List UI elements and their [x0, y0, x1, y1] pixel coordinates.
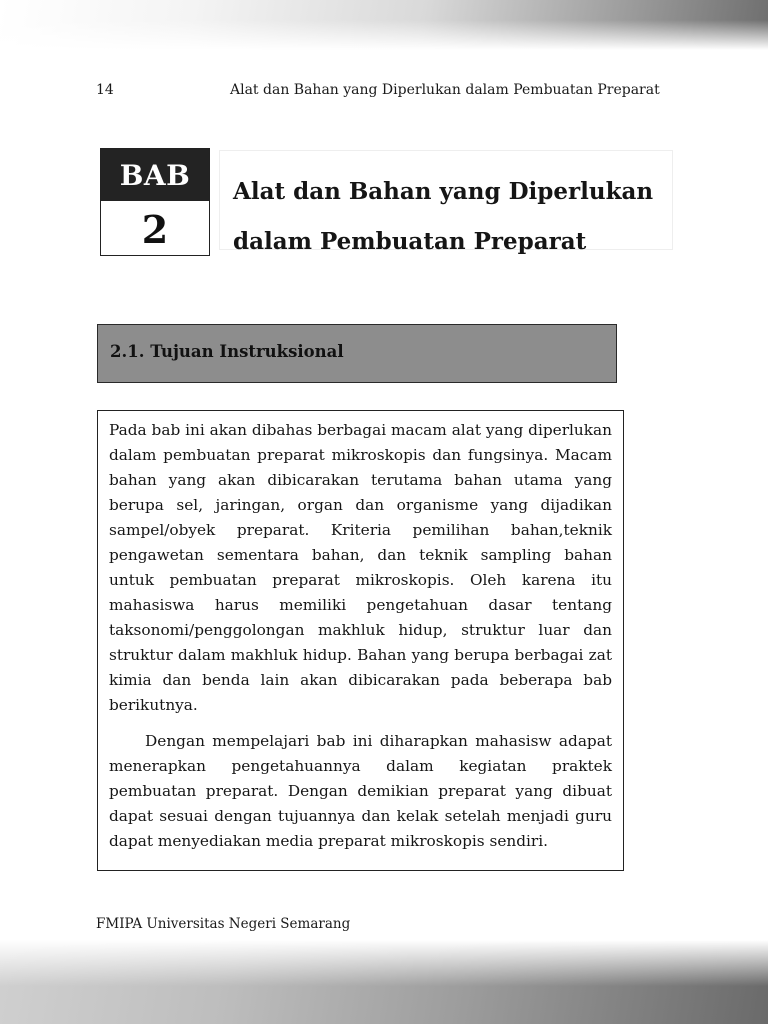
- chapter-title-line1: Alat dan Bahan yang Diperlukan: [233, 178, 654, 205]
- chapter-number: 2: [141, 207, 169, 252]
- page-number: 14: [96, 82, 114, 98]
- top-page-shading: [0, 0, 768, 50]
- chapter-title-box: [219, 150, 673, 255]
- body-paragraph-1: Pada bab ini akan dibahas berbagai macam alat yang diperlukan dalam pembuatan preparat mikroskopis dan fungsinya. Macam bahan yang akan dibicarakan terutama bahan utama yang berupa sel, jaringan, organ dan organisme yang dijadikan sampel/obyek preparat. Kriteria pemilihan bahan,teknik pengawetan sementara bahan, dan teknik sampling bahan untuk pembuatan preparat mikroskopis. Oleh karena itu mahasiswa harus memiliki pengetahuan dasar tentang taksonomi/penggolongan makhluk hidup, struktur luar dan struktur dalam makhluk hidup. Bahan yang berupa berbagai zat kimia dan benda lain akan dibicarakan pada beberapa bab berikutnya.: [109, 421, 612, 714]
- bottom-page-shading: [0, 940, 768, 1024]
- chapter-badge: [100, 148, 210, 256]
- body-paragraph-2: Dengan mempelajari bab ini diharapkan mahasisw adapat menerapkan pengetahuannya dalam kegiatan praktek pembuatan preparat. Dengan demikian preparat yang dibuat dapat sesuai dengan tujuannya dan kelak setelah menjadi guru dapat menyediakan media preparat mikroskopis sendiri.: [109, 732, 612, 850]
- chapter-label: BAB: [101, 149, 209, 201]
- section-heading-bar: [97, 324, 617, 383]
- page-footer: FMIPA Universitas Negeri Semarang: [96, 916, 351, 932]
- running-header: Alat dan Bahan yang Diperlukan dalam Pembuatan Preparat: [230, 82, 660, 98]
- section-title: 2.1. Tujuan Instruksional: [110, 342, 344, 361]
- chapter-title-line2: dalam Pembuatan Preparat: [233, 228, 587, 255]
- chapter-title: [233, 167, 663, 267]
- objectives-text-box: [97, 410, 624, 871]
